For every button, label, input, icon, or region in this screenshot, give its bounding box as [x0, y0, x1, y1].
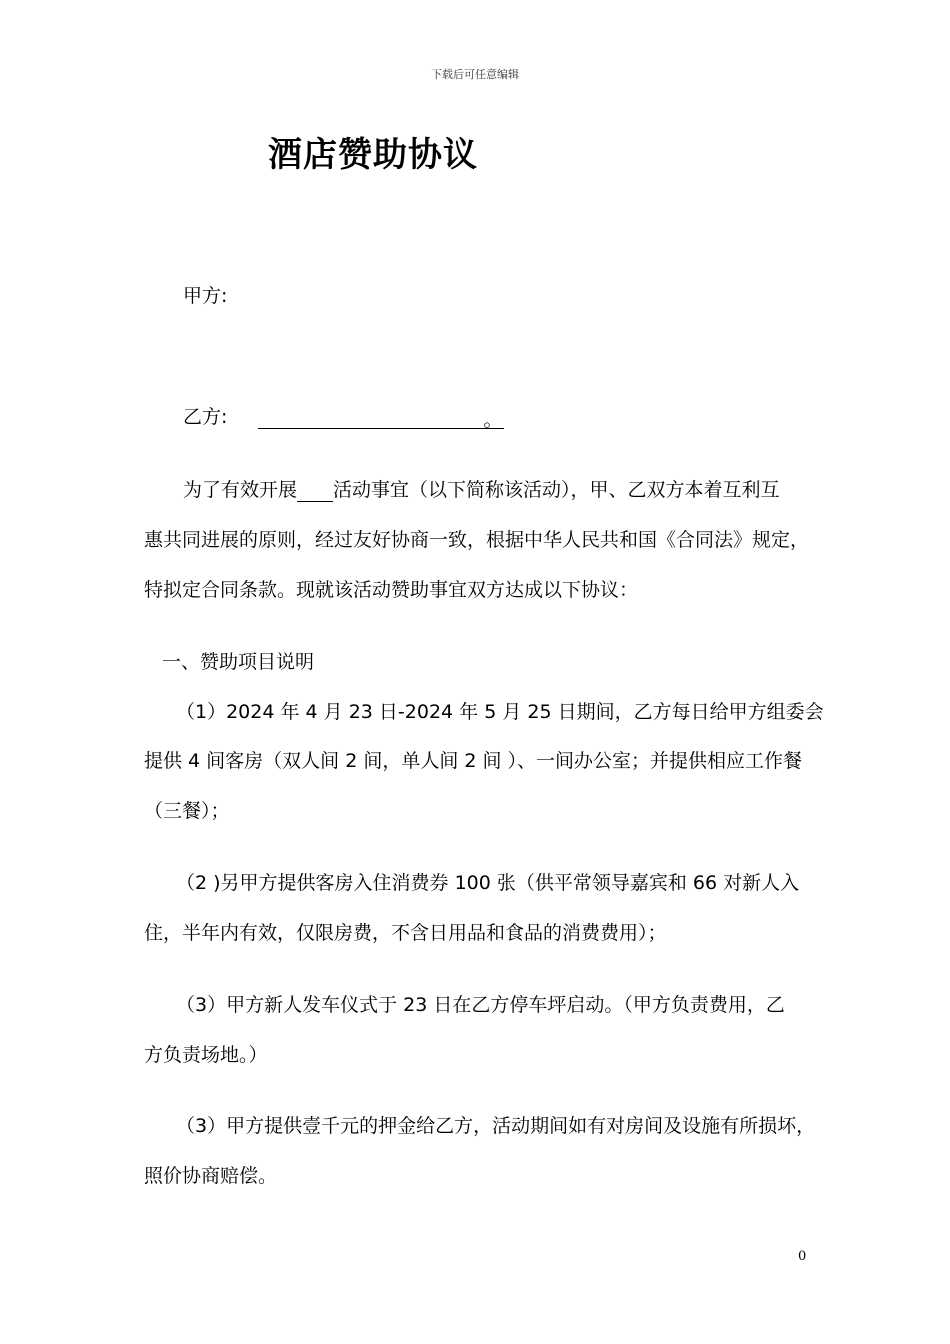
intro-line-3: 特拟定合同条款。现就该活动赞助事宜双方达成以下协议：	[144, 579, 639, 601]
item3-line-2: 方负责场地。）	[144, 1044, 268, 1066]
item3-line-1: （3）甲方新人发车仪式于 23 日在乙方停车坪启动。（甲方负责费用，乙	[176, 994, 785, 1016]
item4-line-1: （3）甲方提供壹千元的押金给乙方，活动期间如有对房间及设施有所损坏，	[176, 1115, 816, 1137]
document-title: 酒店赞助协议	[268, 135, 478, 175]
party-b-blank	[258, 408, 484, 429]
intro-line1-before: 为了有效开展	[183, 479, 298, 501]
intro-line-1	[183, 478, 780, 502]
party-a-label: 甲方:	[183, 285, 228, 307]
item2-line-1: （2 )另甲方提供客房入住消费券 100 张（供平常领导嘉宾和 66 对新人入	[176, 872, 800, 894]
item1-line-3: （三餐）；	[144, 800, 230, 822]
intro-line-2: 惠共同进展的原则，经过友好协商一致，根据中华人民共和国《合同法》规定，	[144, 529, 810, 551]
item4-line-2: 照价协商赔偿。	[144, 1165, 278, 1187]
section-heading: 一、赞助项目说明	[162, 651, 315, 673]
party-b-label: 乙方:	[183, 406, 228, 428]
page-number: 0	[798, 1249, 807, 1264]
party-b-line	[183, 405, 504, 429]
intro-line1-after: 活动事宜（以下简称该活动），甲、乙双方本着互利互	[333, 479, 780, 501]
header-note: 下载后可任意编辑	[431, 68, 519, 81]
item1-line-2: 提供 4 间客房（双人间 2 间，单人间 2 间 ）、一间办公室；并提供相应工作餐	[144, 750, 803, 772]
item1-line-1: （1）2024 年 4 月 23 日-2024 年 5 月 25 日期间，乙方每日给甲方组委会	[176, 701, 824, 723]
item2-line-2: 住，半年内有效，仅限房费，不含日用品和食品的消费费用）；	[144, 922, 667, 944]
activity-name-blank	[297, 481, 333, 502]
party-b-end-mark: 。	[483, 409, 503, 431]
